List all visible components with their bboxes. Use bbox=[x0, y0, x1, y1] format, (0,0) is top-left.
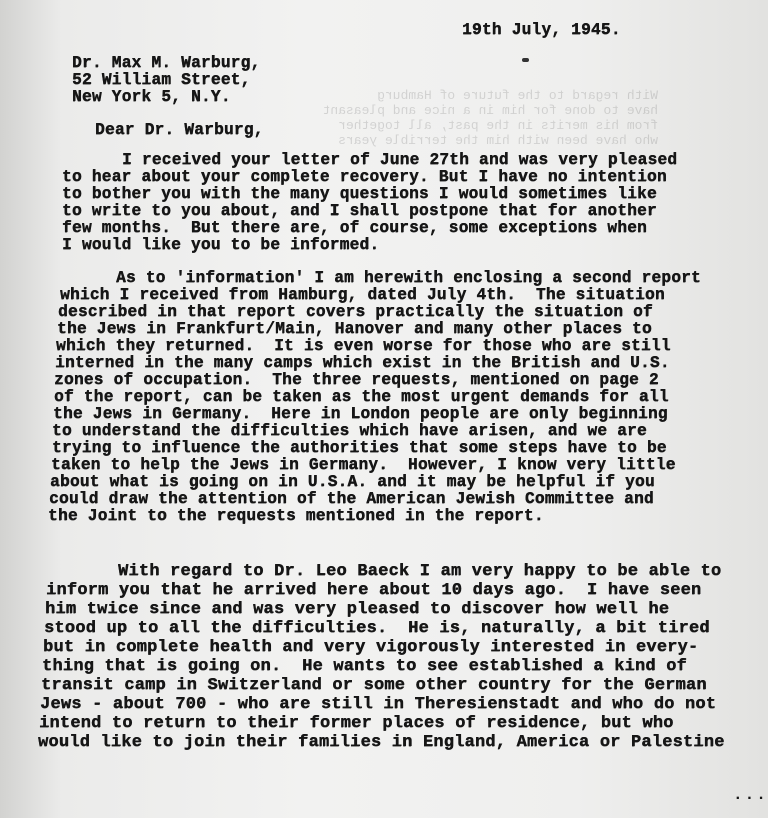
text-line: I would like you to be informed. bbox=[62, 236, 380, 254]
text-line: trying to influence the authorities that some steps have to be bbox=[52, 439, 667, 457]
text-line: to understand the difficulties which have arisen, and we are bbox=[52, 422, 647, 440]
text-line: to bother you with the many questions I would sometimes like bbox=[62, 185, 657, 203]
text-line: With regard to Dr. Leo Baeck I am very happy to be able to bbox=[118, 562, 722, 581]
text-line: stood up to all the difficulties. He is, naturally, a bit tired bbox=[44, 619, 710, 638]
text-line: could draw the attention of the American Jewish Committee and bbox=[49, 490, 654, 508]
text-line: the Jews in Frankfurt/Main, Hanover and many other places to bbox=[57, 320, 652, 338]
continuation-mark: ... bbox=[733, 786, 768, 804]
text-line: Jews - about 700 - who are still in Theresienstadt and who do not bbox=[40, 695, 717, 714]
text-line: thing that is going on. He wants to see established a kind of bbox=[42, 657, 687, 676]
text-line: which they returned. It is even worse for those who are still bbox=[56, 337, 671, 355]
text-line: taken to help the Jews in Germany. However, I know very little bbox=[51, 456, 676, 474]
ink-speck bbox=[522, 58, 529, 62]
letter-date: 19th July, 1945. bbox=[462, 21, 621, 39]
text-line: the Joint to the requests mentioned in the report. bbox=[48, 507, 544, 525]
text-line: few months. But there are, of course, some exceptions when bbox=[62, 219, 647, 237]
text-line: to hear about your complete recovery. But I have no intention bbox=[62, 168, 667, 186]
text-line: which I received from Hamburg, dated July 4th. The situation bbox=[60, 286, 665, 304]
text-line: of the report, can be taken as the most urgent demands for all bbox=[54, 388, 669, 406]
text-line: about what is going on in U.S.A. and it may be helpful if you bbox=[50, 473, 655, 491]
text-line: but in complete health and very vigorously interested in every- bbox=[43, 638, 699, 657]
recipient-street: 52 William Street, bbox=[72, 71, 251, 89]
text-line: to write to you about, and I shall postpone that for another bbox=[62, 202, 657, 220]
text-line: interned in the many camps which exist in the British and U.S. bbox=[55, 354, 670, 372]
text-line: transit camp in Switzerland or some other country for the German bbox=[41, 676, 707, 695]
text-line: As to 'information' I am herewith enclosing a second report bbox=[116, 269, 701, 287]
text-line: him twice since and was very pleased to discover how well he bbox=[45, 600, 670, 619]
text-line: would like to join their families in England, America or Palestine bbox=[38, 733, 725, 752]
show-through-text: With regard to the future of Hamburg have to done for him in a nice and pleasant from his merits in the past, all together who have been with him the terrible years bbox=[322, 88, 658, 148]
recipient-city: New York 5, N.Y. bbox=[72, 88, 231, 106]
text-line: I received your letter of June 27th and was very pleased bbox=[122, 151, 678, 169]
text-line: inform you that he arrived here about 10 days ago. I have seen bbox=[46, 581, 702, 600]
text-line: zones of occupation. The three requests, mentioned on page 2 bbox=[54, 371, 659, 389]
recipient-name: Dr. Max M. Warburg, bbox=[72, 54, 261, 72]
text-line: described in that report covers practically the situation of bbox=[58, 303, 653, 321]
text-line: intend to return to their former places of residence, but who bbox=[39, 714, 674, 733]
salutation: Dear Dr. Warburg, bbox=[95, 121, 264, 139]
text-line: the Jews in Germany. Here in London people are only beginning bbox=[53, 405, 668, 423]
